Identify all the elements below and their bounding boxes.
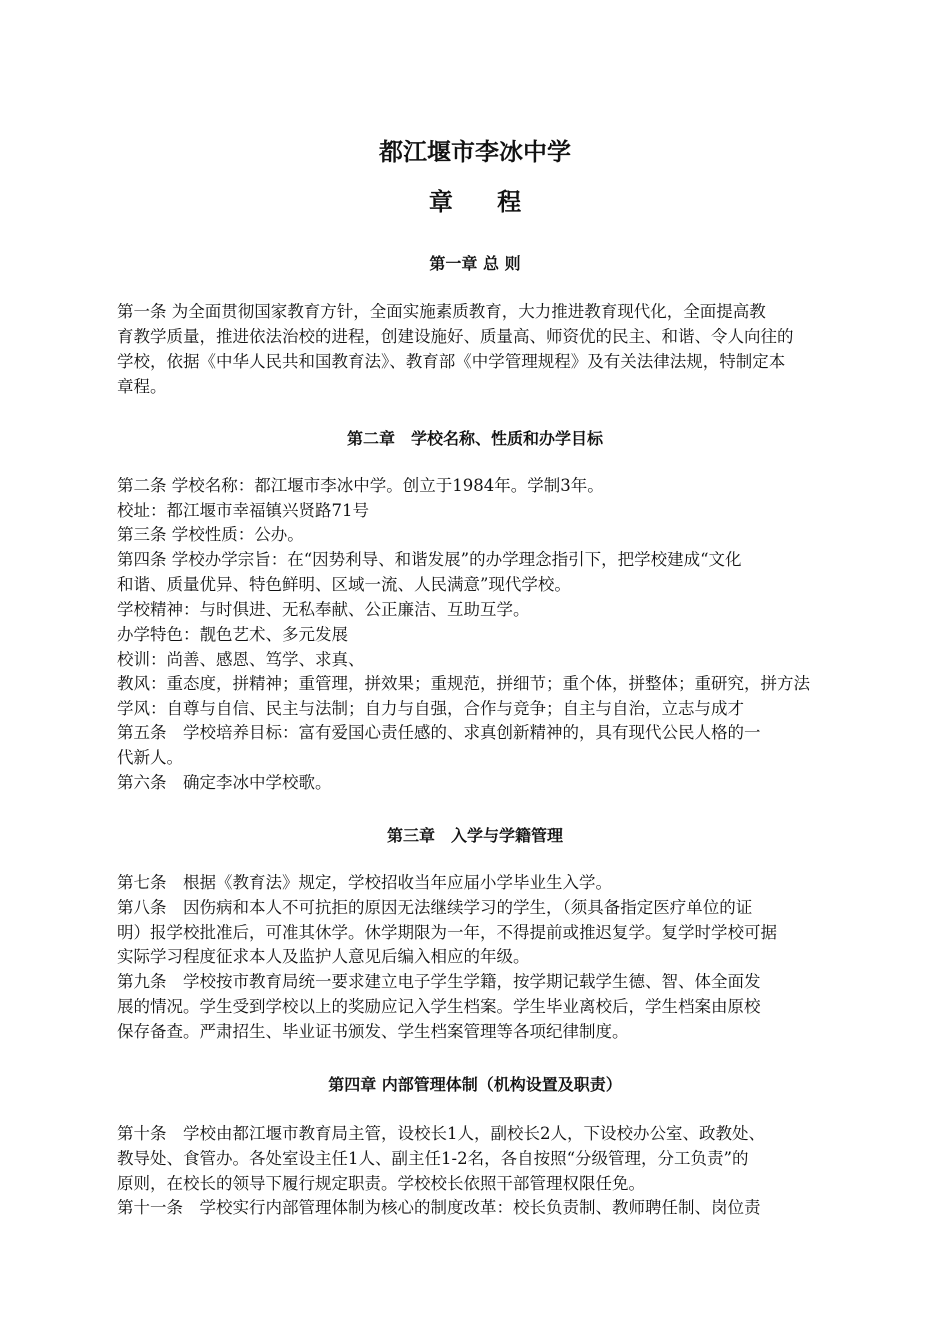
text-line: 第九条 学校按市教育局统一要求建立电子学生学籍，按学期记载学生德、智、体全面发 [117,972,761,991]
chapter-heading-4: 第四章 内部管理体制（机构设置及职责） [328,1075,622,1094]
text-line: 实际学习程度征求本人及监护人意见后编入相应的年级。 [117,947,530,966]
text-line: 教风：重态度，拼精神；重管理，拼效果；重规范，拼细节；重个体，拼整体；重研究，拼方法 [117,674,810,693]
text-line: 保存备查。严肃招生、毕业证书颁发、学生档案管理等各项纪律制度。 [117,1022,629,1041]
text-line: 第二条 学校名称：都江堰市李冰中学。创立于1984年。学制3年。 [117,476,604,495]
text-line: 第五条 学校培养目标：富有爱国心责任感的、求真创新精神的，具有现代公民人格的一 [117,723,761,742]
text-line: 校址：都江堰市幸福镇兴贤路71号 [117,501,369,520]
text-line: 代新人。 [117,748,183,767]
chapter-heading-1: 第一章 总 则 [429,254,521,273]
text-line: 原则，在校长的领导下履行规定职责。学校校长依照干部管理权限任免。 [117,1174,645,1193]
text-line: 第七条 根据《教育法》规定，学校招收当年应届小学毕业生入学。 [117,873,612,892]
school-title: 都江堰市李冰中学 [379,138,571,166]
text-line: 办学特色：靓色艺术、多元发展 [117,625,348,644]
text-line: 第十一条 学校实行内部管理体制为核心的制度改革：校长负责制、教师聘任制、岗位责 [117,1198,761,1217]
text-line: 校训：尚善、感恩、笃学、求真、 [117,650,365,669]
text-line: 学校，依据《中华人民共和国教育法》、教育部《中学管理规程》及有关法律法规，特制定本 [117,352,786,371]
text-line: 和谐、质量优异、特色鲜明、区域一流、人民满意”现代学校。 [117,575,571,594]
text-line: 展的情况。学生受到学校以上的奖励应记入学生档案。学生毕业离校后，学生档案由原校 [117,997,761,1016]
chapter-heading-2: 第二章 学校名称、性质和办学目标 [346,429,603,448]
text-line: 学风：自尊与自信、民主与法制；自力与自强，合作与竞争；自主与自治，立志与成才 [117,699,744,718]
text-line: 教导处、食管办。各处室设主任1人、副主任1-2名，各自按照“分级管理，分工负责”的 [117,1149,749,1168]
text-line: 育教学质量，推进依法治校的进程，创建设施好、质量高、师资优的民主、和谐、令人向往的 [117,327,794,346]
text-line: 第十条 学校由都江堰市教育局主管，设校长1人，副校长2人，下设校办公室、政教处、 [117,1124,765,1143]
text-line: 章程。 [117,377,167,396]
text-line: 第三条 学校性质：公办。 [117,525,304,544]
text-line: 学校精神：与时俱进、无私奉献、公正廉洁、互助互学。 [117,600,530,619]
text-line: 明）报学校批准后，可准其休学。休学期限为一年，不得提前或推迟复学。复学时学校可据 [117,923,777,942]
text-line: 第八条 因伤病和本人不可抗拒的原因无法继续学习的学生，（须具备指定医疗单位的证 [117,898,753,917]
chapter-heading-3: 第三章 入学与学籍管理 [386,826,563,845]
text-line: 第一条 为全面贯彻国家教育方针，全面实施素质教育，大力推进教育现代化，全面提高教 [117,302,766,321]
document-title: 章 程 [428,188,540,216]
text-line: 第四条 学校办学宗旨：在“因势利导、和谐发展”的办学理念指引下，把学校建成“文化 [117,550,742,569]
text-line: 第六条 确定李冰中学校歌。 [117,773,332,792]
